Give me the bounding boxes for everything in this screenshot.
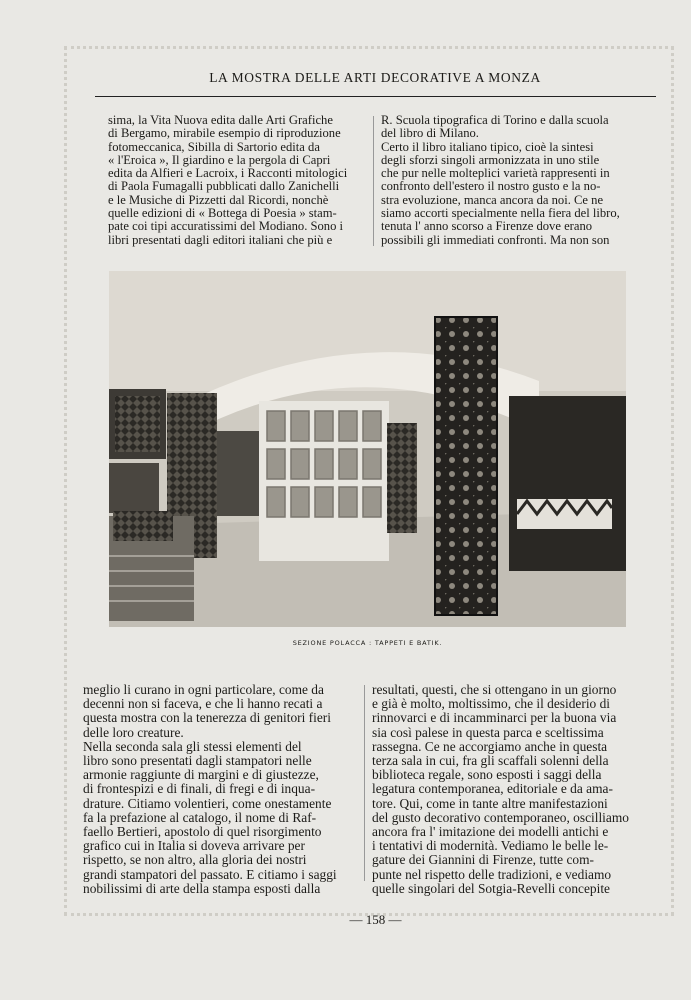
- bottom-right-column: resultati, questi, che si ottengano in un giorno e già è molto, moltissimo, che il desiderio di rinnovarci e di incamminarci per la buona via sia così palese in questa parca e sceltissima rassegna. Ce ne accorgiamo anche in questa terza sala in cui, fra gli scaffali solenni della biblioteca regale, sono esposti i saggi della legatura contemporanea, editoriale e da ama- tore. Qui, come in tante altre manifestazioni del gusto decorativo contemporaneo, oscilliamo ancora fra l' imitazione dei modelli antichi e i tentativi di modernità. Vediamo le belle le- gature dei Giannini di Firenze, tutte com- punte nel rispetto delle tradizioni, e vediamo quelle singolari del Sotgia-Revelli concepite: [372, 682, 629, 896]
- running-header: LA MOSTRA DELLE ARTI DECORATIVE A MONZA: [209, 70, 541, 85]
- top-column-divider: [373, 116, 374, 246]
- bottom-column-divider: [364, 685, 365, 881]
- figure-caption: SEZIONE POLACCA : TAPPETI E BATIK.: [292, 639, 443, 647]
- top-right-column: R. Scuola tipografica di Torino e dalla scuola del libro di Milano. Certo il libro italiano tipico, cioè la sintesi degli sforzi singoli armonizzata in uno stile che pur nelle molteplici varietà rappresenti in confronto dell'estero il nostro gusto e la no- stra evoluzione, manca ancora da noi. Ce ne siamo accorti specialmente nella fiera del libro, tenuta l' anno scorso a Firenze dove erano possibili gli immediati confronti. Ma non son: [381, 113, 620, 247]
- bottom-left-column: meglio li curano in ogni particolare, come da decenni non si faceva, e che li hanno recati a questa mostra con la tenerezza di genitori fieri delle loro creature. Nella seconda sala gli stessi elementi del libro sono presentati dagli stampatori nelle armonie raggiunte di margini e di giustezze, di frontespizi e di finali, di fregi e di inqua- drature. Citiamo volentieri, come onestamente fa la prefazione al catalogo, il nome di Raf- faello Bertieri, apostolo di quel risorgimento grafico cui in Italia si doveva arrivare per rispetto, se non altro, alla gloria dei nostri grandi stampatori del passato. E citiamo i saggi nobilissimi di arte della stampa esposti dalla: [83, 682, 337, 896]
- photo-illustration: [109, 271, 626, 627]
- exhibition-photo: [109, 271, 626, 627]
- header-rule: [95, 96, 656, 97]
- top-left-column: sima, la Vita Nuova edita dalle Arti Grafiche di Bergamo, mirabile esempio di riproduzione fotomeccanica, Sibilla di Sartorio edita da « l'Eroica », Il giardino e la pergola di Capri edita da Alfieri e Lacroix, i Racconti mitologici di Paola Fumagalli pubblicati dallo Zanichelli e le Musiche di Pizzetti dal Ricordi, nonchè quelle edizioni di « Bottega di Poesia » stam- pate coi tipi accuratissimi del Modiano. Sono i libri presentati dagli editori italiani che più e: [108, 113, 348, 247]
- page-number: — 158 —: [349, 912, 402, 927]
